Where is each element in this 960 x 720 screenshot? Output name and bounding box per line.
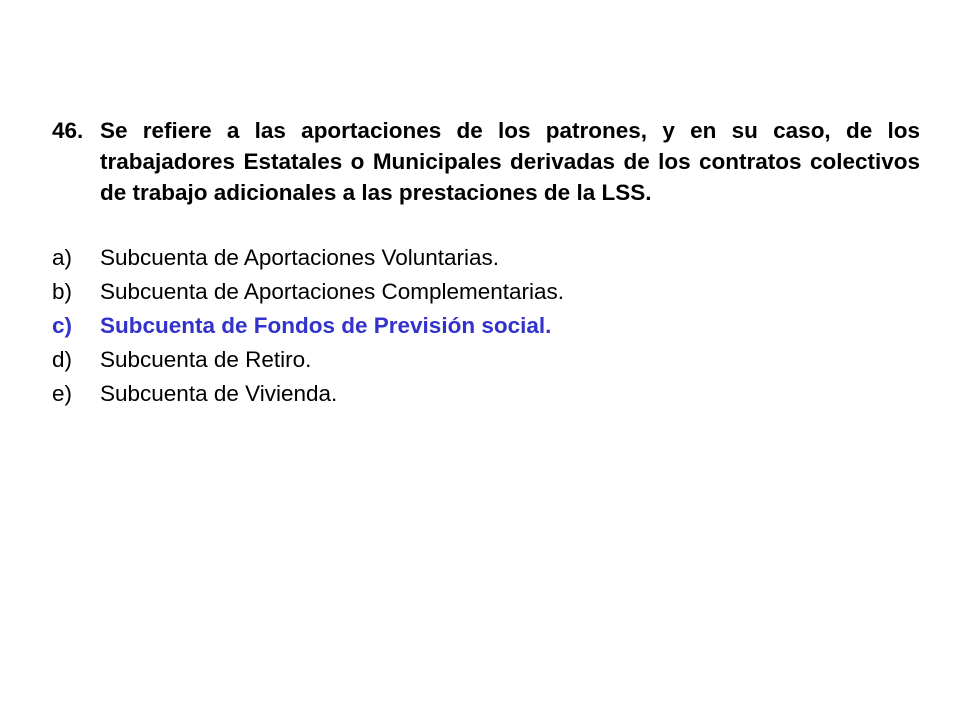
option-b	[52, 275, 920, 309]
option-a	[52, 241, 920, 275]
question-text: Se refiere a las aportaciones de los patrones, y en su caso, de los trabajadores Estatales o Municipales derivadas de los contratos colectivos de trabajo adicionales a las prestaciones de la LSS.	[100, 118, 920, 205]
question	[52, 115, 920, 208]
quiz-slide	[52, 115, 920, 411]
option-text: Subcuenta de Retiro.	[100, 347, 312, 372]
option-text: Subcuenta de Fondos de Previsión social.	[100, 313, 552, 338]
option-letter: e)	[52, 381, 73, 406]
option-letter: d)	[52, 347, 73, 372]
option-text: Subcuenta de Aportaciones Complementarias.	[100, 279, 565, 304]
option-letter: b)	[52, 279, 73, 304]
option-text: Subcuenta de Aportaciones Voluntarias.	[100, 245, 500, 270]
option-text: Subcuenta de Vivienda.	[100, 381, 338, 406]
option-d	[52, 343, 920, 377]
question-number: 46.	[52, 118, 84, 143]
answer-options	[52, 241, 920, 411]
option-e	[52, 377, 920, 411]
option-c-correct	[52, 309, 920, 343]
option-letter: a)	[52, 245, 73, 270]
option-letter: c)	[52, 313, 73, 338]
